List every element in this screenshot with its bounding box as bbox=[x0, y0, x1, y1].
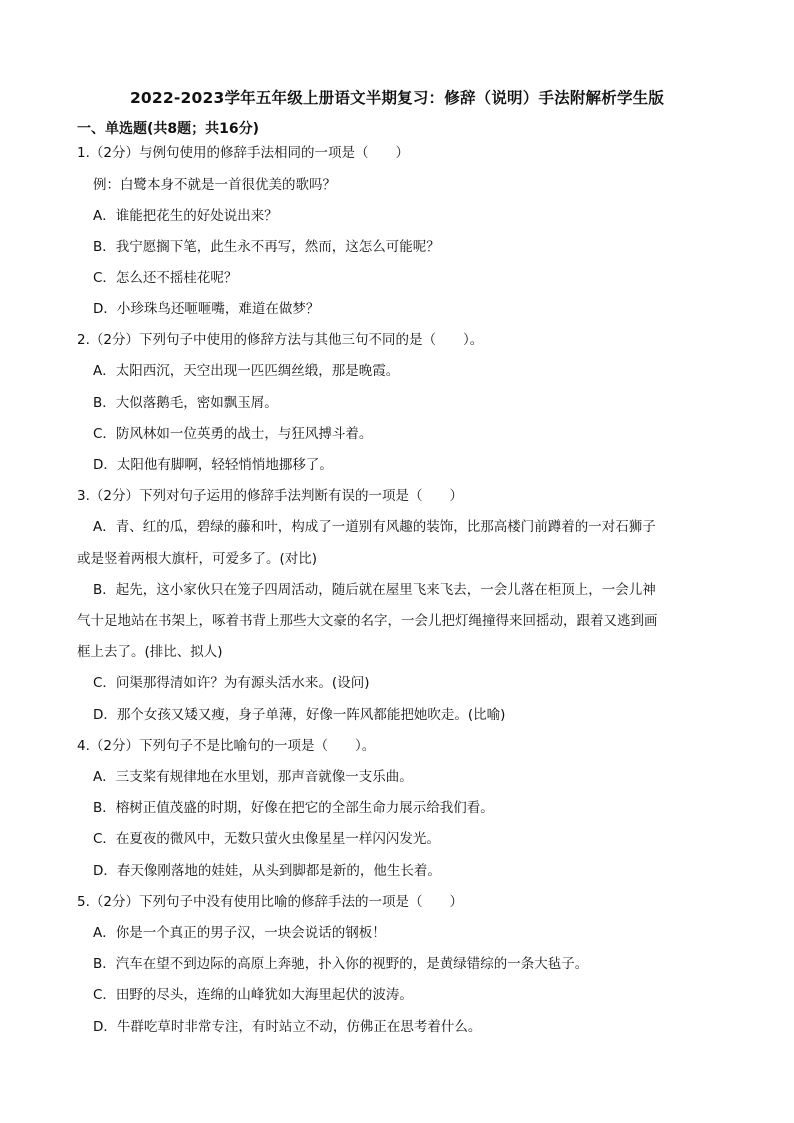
question-1-option-c: C．怎么还不摇桂花呢？ bbox=[93, 270, 238, 286]
question-3-stem: 3.（2分）下列对句子运用的修辞手法判断有误的一项是（ ） bbox=[77, 488, 463, 504]
question-4-stem: 4.（2分）下列句子不是比喻句的一项是（ ）。 bbox=[77, 738, 376, 754]
question-1-stem: 1.（2分）与例句使用的修辞手法相同的一项是（ ） bbox=[77, 145, 409, 161]
question-1-option-a: A．谁能把花生的好处说出来？ bbox=[93, 208, 278, 224]
question-4-option-c: C．在夏夜的微风中，无数只萤火虫像星星一样闪闪发光。 bbox=[93, 831, 440, 847]
question-5-option-c: C．田野的尽头，连绵的山峰犹如大海里起伏的波涛。 bbox=[93, 987, 413, 1003]
question-5-stem: 5.（2分）下列句子中没有使用比喻的修辞手法的一项是（ ） bbox=[77, 894, 463, 910]
question-1-option-d: D．小珍珠鸟还咂咂嘴，难道在做梦？ bbox=[93, 301, 320, 317]
question-2-stem: 2.（2分）下列句子中使用的修辞方法与其他三句不同的是（ ）。 bbox=[77, 332, 484, 348]
question-5-option-a: A．你是一个真正的男子汉，一块会说话的钢板！ bbox=[93, 925, 386, 941]
question-3-option-b-line-3: 框上去了。(排比、拟人) bbox=[77, 644, 223, 660]
question-4-option-b: B．榕树正值茂盛的时期，好像在把它的全部生命力展示给我们看。 bbox=[93, 800, 494, 816]
question-2-option-c: C．防风林如一位英勇的战士，与狂风搏斗着。 bbox=[93, 426, 373, 442]
question-5-option-b: B．汽车在望不到边际的高原上奔驰，扑入你的视野的，是黄绿错综的一条大毡子。 bbox=[93, 956, 589, 972]
question-1-option-b: B．我宁愿搁下笔，此生永不再写，然而，这怎么可能呢？ bbox=[93, 239, 440, 255]
question-3-option-d: D．那个女孩又矮又瘦，身子单薄，好像一阵风都能把她吹走。(比喻) bbox=[93, 707, 506, 723]
question-2-option-b: B．大似落鹅毛，密如飘玉屑。 bbox=[93, 395, 278, 411]
question-3-option-b-line-1: B．起先，这小家伙只在笼子四周活动，随后就在屋里飞来飞去，一会儿落在柜顶上，一会儿神 bbox=[93, 582, 656, 598]
question-4-option-d: D．春天像刚落地的娃娃，从头到脚都是新的，他生长着。 bbox=[93, 863, 441, 879]
document-title: 2022-2023学年五年级上册语文半期复习：修辞（说明）手法附解析学生版 bbox=[129, 89, 665, 107]
question-3-option-b-line-2: 气十足地站在书架上，啄着书背上那些大文豪的名字，一会儿把灯绳撞得来回摇动，跟着又逃到画 bbox=[77, 613, 658, 629]
question-5-option-d: D．牛群吃草时非常专注，有时站立不动，仿佛正在思考着什么。 bbox=[93, 1019, 482, 1035]
question-4-option-a: A．三支桨有规律地在水里划，那声音就像一支乐曲。 bbox=[93, 769, 413, 785]
question-1-example: 例：白鹭本身不就是一首很优美的歌吗？ bbox=[93, 177, 336, 193]
question-2-option-d: D．太阳他有脚啊，轻轻悄悄地挪移了。 bbox=[93, 457, 333, 473]
question-2-option-a: A．太阳西沉，天空出现一匹匹绸丝缎，那是晚霞。 bbox=[93, 363, 400, 379]
question-3-option-a-line-2: 或是竖着两根大旗杆，可爱多了。(对比) bbox=[77, 551, 318, 567]
section-heading: 一、单选题(共8题；共16分) bbox=[77, 121, 260, 137]
question-3-option-c: C．问渠那得清如许？为有源头活水来。(设问) bbox=[93, 675, 370, 691]
question-3-option-a-line-1: A．青、红的瓜，碧绿的藤和叶，构成了一道别有风趣的装饰，比那高楼门前蹲着的一对石狮子 bbox=[93, 519, 656, 535]
